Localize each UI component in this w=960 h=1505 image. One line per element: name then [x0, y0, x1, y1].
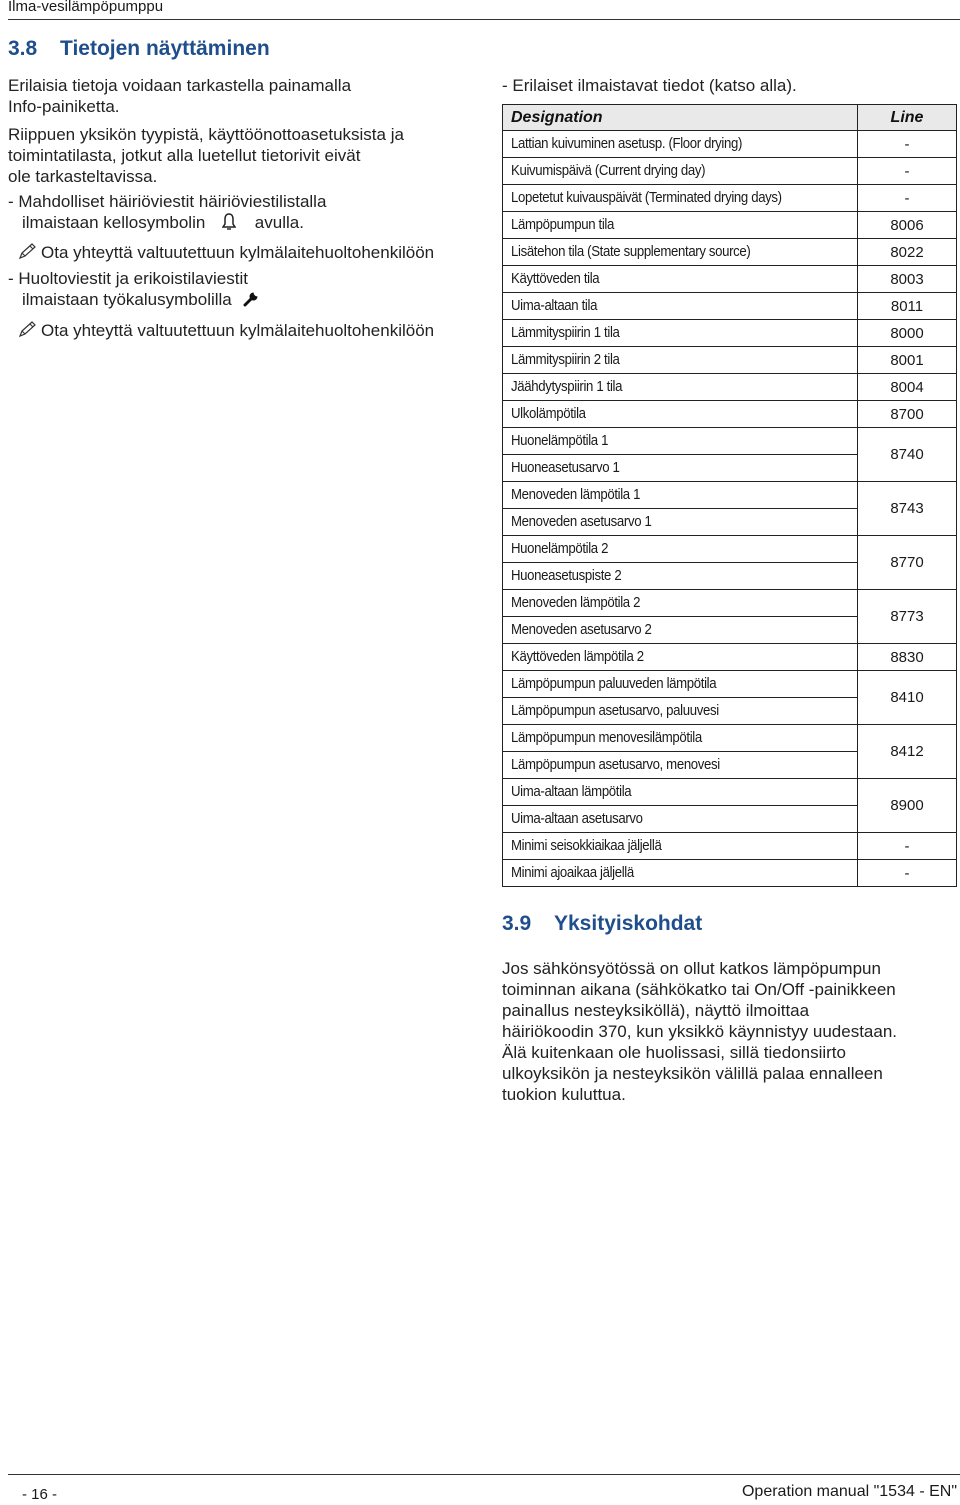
designation-cell — [503, 212, 858, 239]
text-line — [8, 289, 261, 312]
text-line: toiminnan aikana (sähkökatko tai On/Off -painikkeen — [502, 980, 896, 999]
designation-subline — [503, 428, 857, 454]
line-number-cell: - — [858, 131, 957, 158]
text-line: Riippuen yksikön tyypistä, käyttöönottoasetuksista ja — [8, 125, 404, 144]
designation-cell — [503, 590, 858, 644]
section-heading-3-9 — [502, 912, 702, 936]
designation-subline — [503, 779, 857, 805]
table-row — [503, 482, 957, 536]
designation-cell — [503, 374, 858, 401]
text-line: Älä kuitenkaan ole huolissasi, sillä tiedonsiirto — [502, 1043, 846, 1062]
header-rule — [8, 19, 960, 20]
table-row — [503, 536, 957, 590]
pencil-icon — [18, 321, 37, 343]
designation-text: Menoveden asetusarvo 2 — [511, 621, 652, 638]
table-row — [503, 428, 957, 482]
line-number-cell: 8004 — [858, 374, 957, 401]
designation-subline — [503, 482, 857, 508]
designation-cell — [503, 428, 858, 482]
designation-subline — [503, 562, 857, 589]
designation-text: Lattian kuivuminen asetusp. (Floor drying) — [511, 135, 743, 152]
designation-cell — [503, 860, 858, 887]
designation-text: Uima-altaan lämpötila — [511, 783, 632, 800]
designation-subline — [503, 536, 857, 562]
col-line: Line — [858, 105, 957, 131]
text-fragment: ilmaistaan kellosymbolin — [22, 213, 206, 232]
pencil-icon — [18, 243, 37, 265]
designation-text: Lämpöpumpun tila — [511, 216, 614, 233]
line-number-cell: 8410 — [858, 671, 957, 725]
line-number-cell: 8740 — [858, 428, 957, 482]
note-text: Ota yhteyttä valtuutettuun kylmälaitehuoltohenkilöön — [41, 321, 435, 340]
line-number-cell: 8900 — [858, 779, 957, 833]
details-paragraph — [502, 958, 897, 1105]
footer-rule — [8, 1474, 960, 1475]
table-row — [503, 266, 957, 293]
line-number-cell: 8011 — [858, 293, 957, 320]
line-number-cell: 8006 — [858, 212, 957, 239]
designation-cell — [503, 536, 858, 590]
table-row — [503, 293, 957, 320]
designation-text: Menoveden lämpötila 2 — [511, 594, 641, 611]
designation-text: Huoneasetuspiste 2 — [511, 567, 622, 584]
table-row — [503, 779, 957, 833]
designation-cell — [503, 671, 858, 725]
text-line: ulkoyksikön ja nesteyksikön välillä palaa ennalleen — [502, 1064, 883, 1083]
designation-cell — [503, 779, 858, 833]
section-number: 3.8 — [8, 37, 38, 60]
table-header-row — [503, 105, 957, 131]
service-bullet — [8, 268, 261, 312]
table-row — [503, 860, 957, 887]
line-number-cell: 8412 — [858, 725, 957, 779]
table-row — [503, 158, 957, 185]
line-number-cell: 8770 — [858, 536, 957, 590]
table-row — [503, 185, 957, 212]
designation-cell — [503, 185, 858, 212]
line-number-cell: - — [858, 833, 957, 860]
designation-text: Huonelämpötila 1 — [511, 432, 609, 449]
text-line: tuokion kuluttua. — [502, 1085, 626, 1104]
table-row — [503, 671, 957, 725]
designation-subline — [503, 508, 857, 535]
designation-subline — [503, 725, 857, 751]
alarm-bullet — [8, 191, 326, 235]
service-note-1 — [18, 242, 434, 265]
designation-text: Lämpöpumpun asetusarvo, menovesi — [511, 756, 720, 773]
designation-text: Lämpöpumpun paluuveden lämpötila — [511, 675, 717, 692]
designation-text: Käyttöveden tila — [511, 270, 600, 287]
text-fragment: avulla. — [254, 213, 304, 232]
designation-text: Käyttöveden lämpötila 2 — [511, 648, 644, 665]
table-row — [503, 401, 957, 428]
availability-paragraph — [8, 124, 404, 187]
section-number: 3.9 — [502, 912, 532, 935]
designation-subline — [503, 697, 857, 724]
table-row — [503, 374, 957, 401]
section-title: Tietojen näyttäminen — [60, 37, 270, 60]
text-line: Jos sähkönsyötössä on ollut katkos lämpöpumpun — [502, 959, 881, 978]
line-number-cell: 8003 — [858, 266, 957, 293]
designation-text: Ulkolämpötila — [511, 405, 586, 422]
text-line: - Huoltoviestit ja erikoistilaviestit — [8, 269, 248, 288]
info-table — [502, 104, 957, 887]
table-row — [503, 131, 957, 158]
designation-subline — [503, 805, 857, 832]
table-row — [503, 590, 957, 644]
section-title: Yksityiskohdat — [554, 912, 703, 935]
note-text: Ota yhteyttä valtuutettuun kylmälaitehuoltohenkilöön — [41, 243, 435, 262]
line-number-cell: 8773 — [858, 590, 957, 644]
line-number-cell: - — [858, 158, 957, 185]
line-number-cell: 8022 — [858, 239, 957, 266]
table-row — [503, 725, 957, 779]
table-row — [503, 320, 957, 347]
text-line: Erilaisia tietoja voidaan tarkastella painamalla — [8, 76, 352, 95]
designation-cell — [503, 239, 858, 266]
line-number-cell: 8000 — [858, 320, 957, 347]
text-line: ole tarkasteltavissa. — [8, 167, 158, 186]
line-number-cell: 8743 — [858, 482, 957, 536]
bell-icon — [222, 213, 236, 235]
wrench-icon — [243, 289, 261, 312]
designation-text: Lämmityspiirin 2 tila — [511, 351, 620, 368]
designation-cell — [503, 131, 858, 158]
text-fragment: ilmaistaan työkalusymbolilla — [22, 290, 232, 309]
table-row — [503, 212, 957, 239]
designation-cell — [503, 347, 858, 374]
running-header: Ilma-vesilämpöpumppu — [8, 0, 164, 15]
designation-cell — [503, 644, 858, 671]
line-number-cell: 8830 — [858, 644, 957, 671]
text-line: häiriökoodin 370, kun yksikkö käynnistyy uudestaan. — [502, 1022, 898, 1041]
designation-cell — [503, 293, 858, 320]
designation-text: Menoveden asetusarvo 1 — [511, 513, 652, 530]
line-number-cell: 8001 — [858, 347, 957, 374]
service-note-2 — [18, 320, 434, 343]
designation-cell — [503, 725, 858, 779]
designation-subline — [503, 671, 857, 697]
table-body — [503, 131, 957, 887]
designation-cell — [503, 833, 858, 860]
designation-text: Huoneasetusarvo 1 — [511, 459, 620, 476]
intro-paragraph — [8, 75, 351, 117]
designation-text: Jäähdytyspiirin 1 tila — [511, 378, 623, 395]
designation-text: Huonelämpötila 2 — [511, 540, 609, 557]
designation-text: Lämpöpumpun menovesilämpötila — [511, 729, 702, 746]
text-line: toimintatilasta, jotkut alla luetellut tietorivit eivät — [8, 146, 361, 165]
designation-text: Minimi seisokkiaikaa jäljellä — [511, 837, 662, 854]
text-line: Info-painiketta. — [8, 97, 120, 116]
table-row — [503, 644, 957, 671]
line-number-cell: 8700 — [858, 401, 957, 428]
designation-text: Uima-altaan asetusarvo — [511, 810, 643, 827]
col-designation: Designation — [503, 105, 858, 131]
page-number: - 16 - — [22, 1486, 58, 1503]
designation-text: Menoveden lämpötila 1 — [511, 486, 641, 503]
designation-text: Uima-altaan tila — [511, 297, 598, 314]
designation-text: Lämpöpumpun asetusarvo, paluuvesi — [511, 702, 719, 719]
designation-subline — [503, 590, 857, 616]
designation-cell — [503, 401, 858, 428]
designation-text: Lisätehon tila (State supplementary source) — [511, 243, 751, 260]
section-heading-3-8 — [8, 37, 270, 61]
manual-reference: Operation manual "1534 - EN" — [741, 1483, 957, 1500]
designation-cell — [503, 266, 858, 293]
designation-text: Lämmityspiirin 1 tila — [511, 324, 620, 341]
info-bullet: - Erilaiset ilmaistavat tiedot (katso alla). — [502, 76, 797, 95]
line-number-cell: - — [858, 860, 957, 887]
table-row — [503, 833, 957, 860]
designation-cell — [503, 158, 858, 185]
designation-text: Lopetetut kuivauspäivät (Terminated drying days) — [511, 189, 782, 206]
designation-cell — [503, 320, 858, 347]
designation-subline — [503, 751, 857, 778]
designation-cell — [503, 482, 858, 536]
line-number-cell: - — [858, 185, 957, 212]
text-line: painallus nesteyksiköllä), näyttö ilmoittaa — [502, 1001, 810, 1020]
text-line — [8, 212, 326, 235]
designation-subline — [503, 454, 857, 481]
designation-text: Kuivumispäivä (Current drying day) — [511, 162, 706, 179]
text-line: - Mahdolliset häiriöviestit häiriöviestilistalla — [8, 192, 327, 211]
designation-subline — [503, 616, 857, 643]
table-row — [503, 347, 957, 374]
table-row — [503, 239, 957, 266]
designation-text: Minimi ajoaikaa jäljellä — [511, 864, 634, 881]
